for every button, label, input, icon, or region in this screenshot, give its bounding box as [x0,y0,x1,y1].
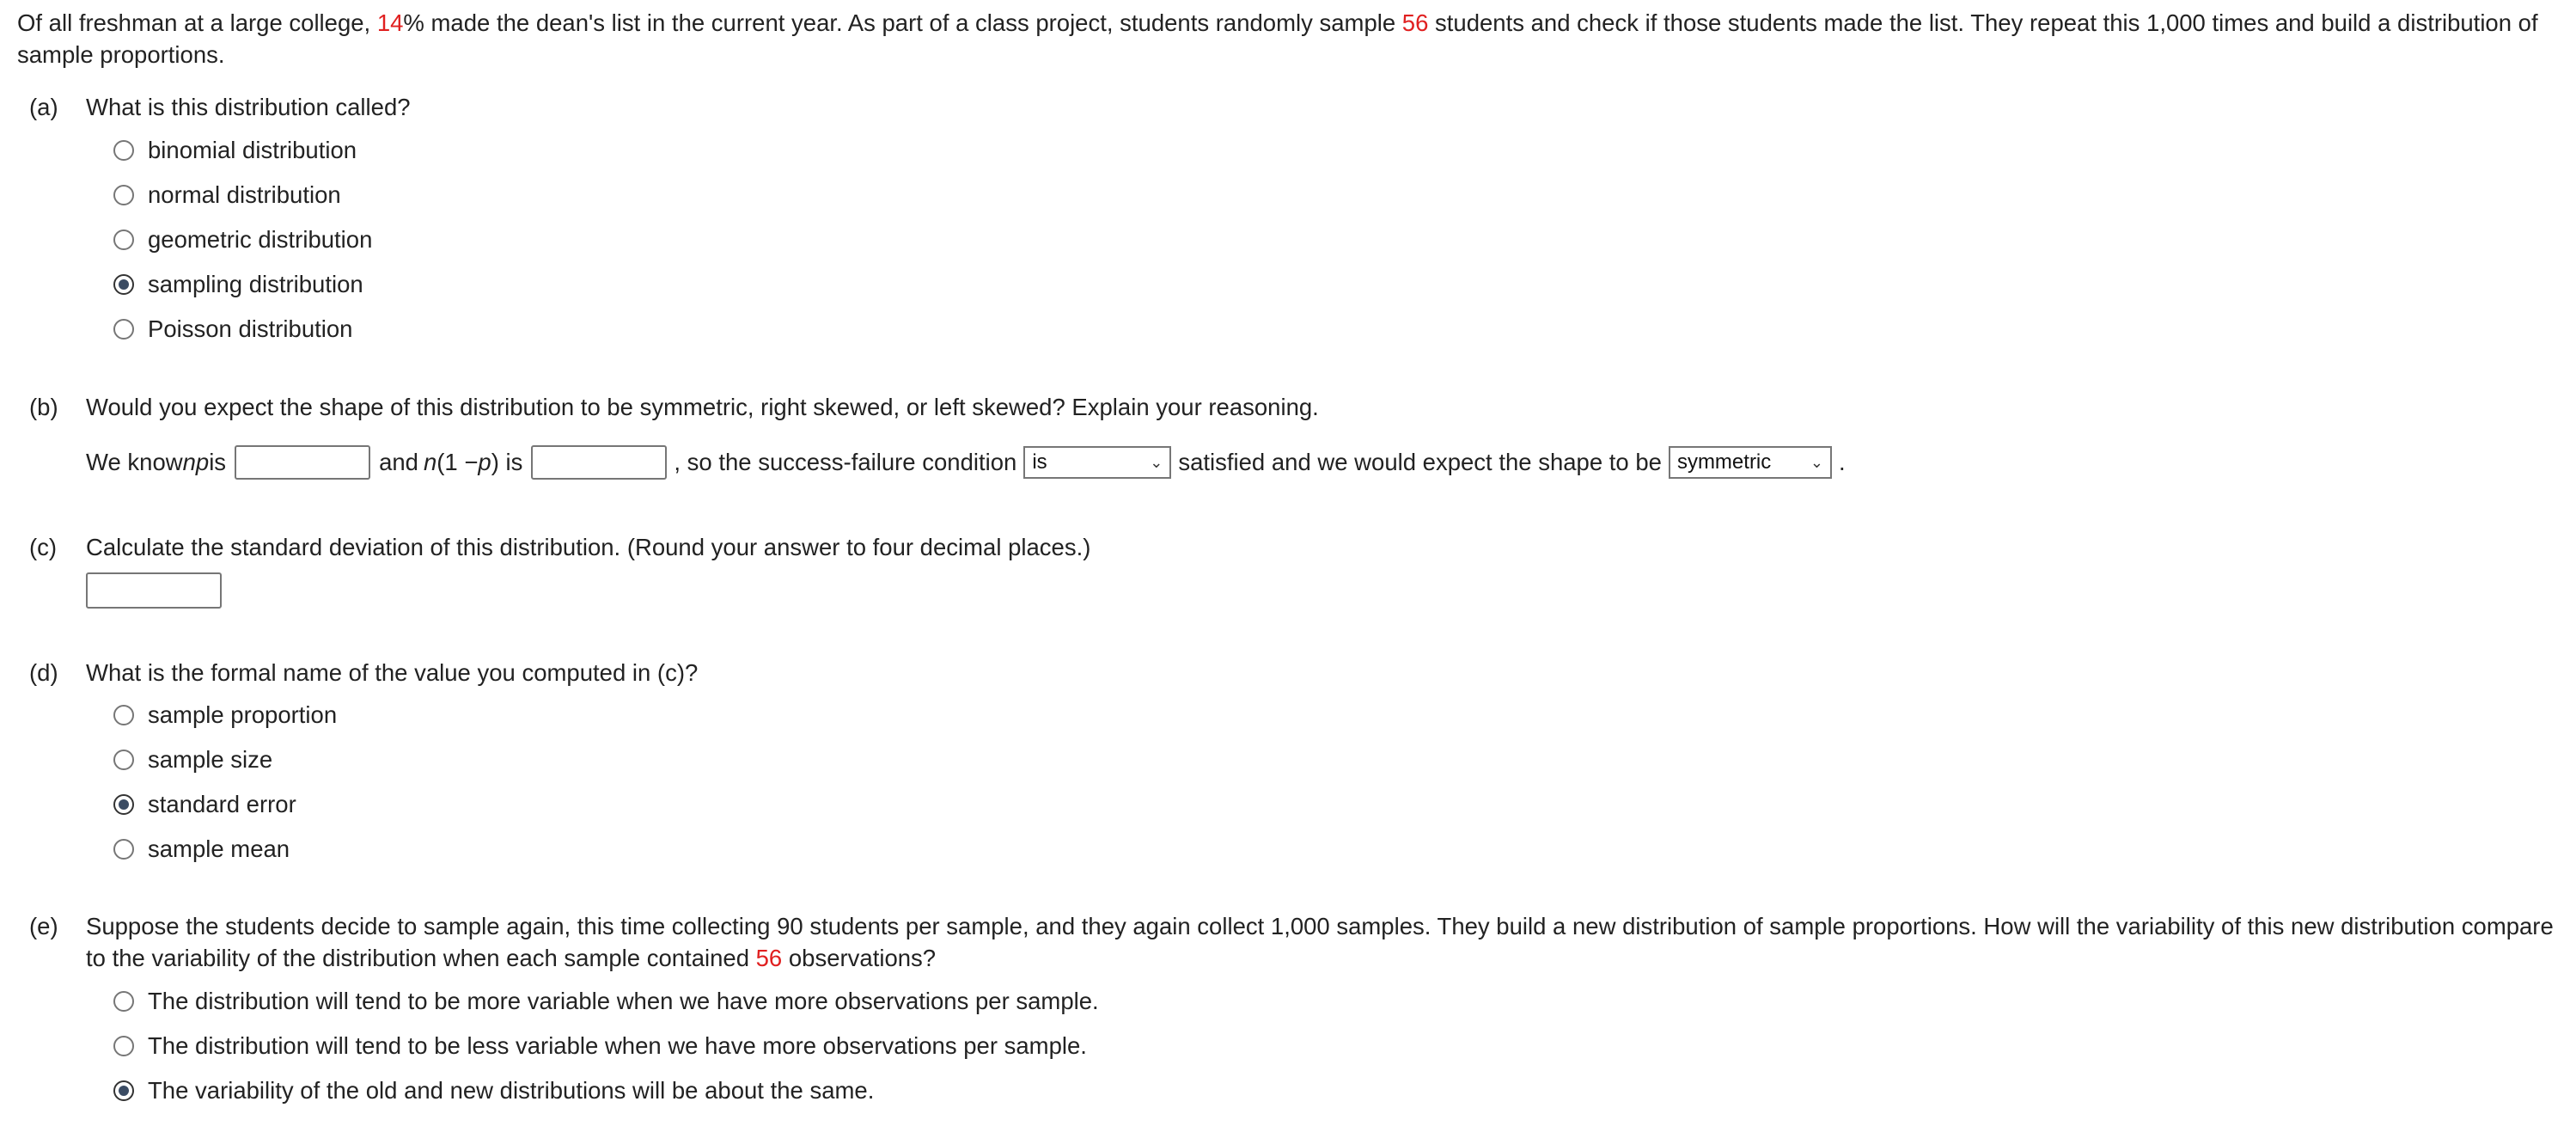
option-normal[interactable] [113,173,372,217]
option-poisson[interactable] [113,307,372,352]
option-sampling[interactable] [113,262,372,307]
part-b-label: (b) [29,394,58,420]
radio-button[interactable] [113,229,134,250]
sentence-text: , so the success-failure condition [674,449,1017,475]
np-input[interactable] [235,445,370,480]
radio-button-selected[interactable] [113,274,134,295]
part-b-text: Would you expect the shape of this distribution to be symmetric, right skewed, or left skewed? Explain your reasoning. [86,394,1319,420]
part-b-answer-line [86,445,1846,480]
sentence-text: and [379,449,418,475]
option-label: The distribution will tend to be less variable when we have more observations per sample. [148,1032,1087,1059]
option-about-same[interactable] [113,1068,1099,1113]
option-label: sample mean [148,835,290,862]
sample-size-value: 56 [1401,9,1429,36]
np-symbol: np [182,449,210,475]
intro-text-3: students and check if those students made the list. They repeat this 1,000 times and build a distribution of sample proportions. [17,9,2538,68]
radio-button-selected[interactable] [113,1080,134,1101]
percent-value: 14 [376,9,404,36]
radio-button[interactable] [113,750,134,770]
option-label: binomial distribution [148,137,357,163]
sentence-text: (1 − [436,449,479,475]
standard-deviation-input[interactable] [86,572,222,609]
option-geometric[interactable] [113,217,372,262]
condition-select-value: is [1032,450,1047,474]
n-one-minus-p-input[interactable] [531,445,667,480]
part-d-text: What is the formal name of the value you computed in (c)? [86,659,699,686]
option-label: sample proportion [148,701,338,728]
part-d-options [113,693,337,872]
old-sample-size-value: 56 [755,945,783,971]
option-standard-error[interactable] [113,782,337,827]
radio-button[interactable] [113,705,134,725]
sentence-text: We know [86,449,183,475]
sentence-text: ) is [491,449,523,475]
problem-statement [17,7,2561,70]
part-e-label: (e) [29,913,58,939]
radio-button-selected[interactable] [113,794,134,815]
option-less-variable[interactable] [113,1024,1099,1068]
chevron-down-icon: ⌄ [1810,453,1823,471]
option-sample-size[interactable] [113,737,337,782]
option-sample-proportion[interactable] [113,693,337,737]
intro-text-1: Of all freshman at a large college, [17,9,377,36]
condition-select[interactable] [1023,446,1171,479]
radio-button[interactable] [113,1036,134,1056]
option-binomial[interactable] [113,128,372,173]
part-d-label: (d) [29,659,58,686]
part-c-label: (c) [29,534,58,560]
part-e-text [86,910,2564,974]
radio-button[interactable] [113,140,134,161]
radio-button[interactable] [113,319,134,340]
option-label: standard error [148,791,296,817]
option-label: sample size [148,746,273,773]
intro-text-2: % made the dean's list in the current year. As part of a class project, students randomly sample [403,9,1402,36]
sentence-text: satisfied and we would expect the shape to be [1178,449,1662,475]
part-a-options [113,128,372,352]
option-label: geometric distribution [148,226,373,253]
n-symbol: n [423,449,437,475]
option-label: sampling distribution [148,271,363,297]
sentence-text: is [209,449,227,475]
part-c-question [29,531,1090,563]
shape-select-value: symmetric [1676,450,1772,474]
option-label: The variability of the old and new distributions will be about the same. [148,1077,875,1104]
part-e-options [113,979,1099,1113]
part-a-text: What is this distribution called? [86,94,411,120]
part-a-label: (a) [29,94,58,120]
part-e-text-1: Suppose the students decide to sample again, this time collecting 90 students per sample, and they again collect 1,000 samples. They build a new distribution of sample proportions. How will the variability of this new distribution compare to the variability of the distribution when each sample contained [86,913,2554,971]
option-label: Poisson distribution [148,315,353,342]
part-a-question [29,91,411,123]
part-c-text: Calculate the standard deviation of this distribution. (Round your answer to four decimal places.) [86,534,1091,560]
part-e-question [29,910,2564,974]
chevron-down-icon: ⌄ [1150,453,1163,471]
radio-button[interactable] [113,839,134,860]
part-e-text-2: observations? [782,945,937,971]
part-d-question [29,657,698,688]
option-label: The distribution will tend to be more variable when we have more observations per sample. [148,988,1099,1014]
sentence-text: . [1838,449,1846,475]
part-b-question [29,391,1319,423]
radio-button[interactable] [113,991,134,1012]
shape-select[interactable] [1669,446,1832,479]
p-symbol: p [478,449,491,475]
radio-button[interactable] [113,185,134,205]
option-sample-mean[interactable] [113,827,337,872]
option-more-variable[interactable] [113,979,1099,1024]
option-label: normal distribution [148,181,341,208]
